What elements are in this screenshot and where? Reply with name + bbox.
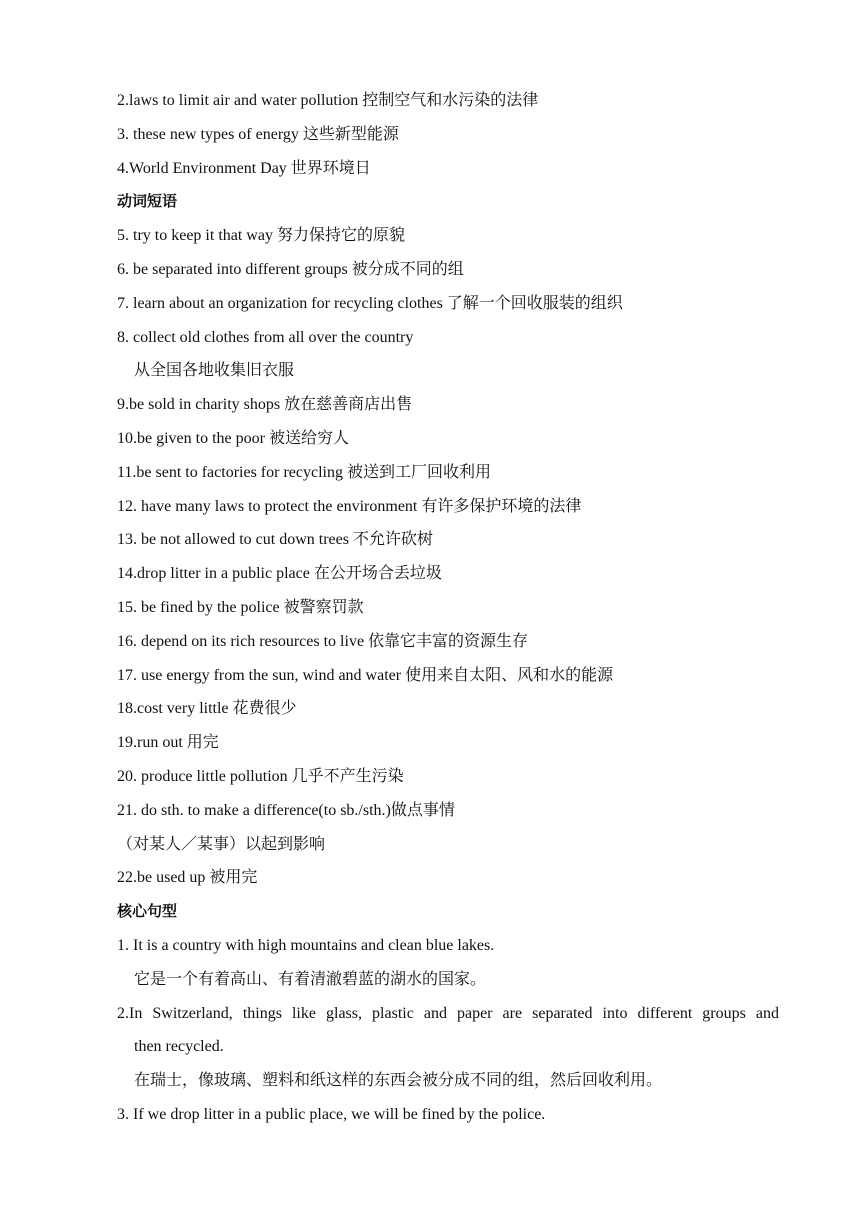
phrase-line: 12. have many laws to protect the environment 有许多保护环境的法律 bbox=[117, 497, 582, 515]
sentence-continuation: then recycled. bbox=[134, 1038, 224, 1056]
section-heading-verb-phrases: 动词短语 bbox=[117, 192, 178, 211]
phrase-line: 3. these new types of energy 这些新型能源 bbox=[117, 125, 399, 143]
sentence-line: 1. It is a country with high mountains and clean blue lakes. bbox=[117, 936, 495, 954]
sentence-line: 2.In Switzerland, things like glass, plastic and paper are separated into different groups and bbox=[117, 1004, 779, 1022]
phrase-line: 8. collect old clothes from all over the country bbox=[117, 328, 414, 346]
phrase-line: 11.be sent to factories for recycling 被送到工厂回收利用 bbox=[117, 463, 491, 481]
phrase-line: 17. use energy from the sun, wind and water 使用来自太阳、风和水的能源 bbox=[117, 666, 614, 684]
phrase-line: 5. try to keep it that way 努力保持它的原貌 bbox=[117, 227, 405, 245]
document-page bbox=[117, 84, 779, 1132]
phrase-line: 18.cost very little 花费很少 bbox=[117, 700, 297, 718]
phrase-translation: （对某人／某事）以起到影响 bbox=[117, 835, 326, 853]
phrase-line: 15. be fined by the police 被警察罚款 bbox=[117, 598, 364, 616]
phrase-line: 13. be not allowed to cut down trees 不允许砍树 bbox=[117, 531, 433, 549]
phrase-line: 4.World Environment Day 世界环境日 bbox=[117, 159, 371, 177]
phrase-line: 9.be sold in charity shops 放在慈善商店出售 bbox=[117, 396, 413, 414]
sentence-translation: 它是一个有着高山、有着清澈碧蓝的湖水的国家。 bbox=[134, 970, 487, 988]
section-heading-core-sentences: 核心句型 bbox=[117, 902, 178, 921]
phrase-line: 2.laws to limit air and water pollution 控制空气和水污染的法律 bbox=[117, 92, 539, 109]
phrase-line: 19.run out 用完 bbox=[117, 734, 219, 752]
phrase-line: 6. be separated into different groups 被分成不同的组 bbox=[117, 260, 464, 278]
phrase-line: 7. learn about an organization for recycling clothes 了解一个回收服装的组织 bbox=[117, 294, 623, 312]
phrase-line: 22.be used up 被用完 bbox=[117, 869, 258, 887]
sentence-translation: 在瑞士，像玻璃、塑料和纸这样的东西会被分成不同的组，然后回收利用。 bbox=[134, 1072, 663, 1090]
phrase-line: 14.drop litter in a public place 在公开场合丢垃圾 bbox=[117, 565, 442, 583]
phrase-translation: 从全国各地收集旧衣服 bbox=[134, 362, 295, 380]
sentence-line: 3. If we drop litter in a public place, we will be fined by the police. bbox=[117, 1105, 546, 1123]
phrase-line: 20. produce little pollution 几乎不产生污染 bbox=[117, 767, 404, 785]
phrase-line: 16. depend on its rich resources to live 依靠它丰富的资源生存 bbox=[117, 632, 529, 650]
phrase-line: 10.be given to the poor 被送给穷人 bbox=[117, 429, 349, 447]
phrase-line: 21. do sth. to make a difference(to sb./sth.)做点事情 bbox=[117, 801, 455, 819]
